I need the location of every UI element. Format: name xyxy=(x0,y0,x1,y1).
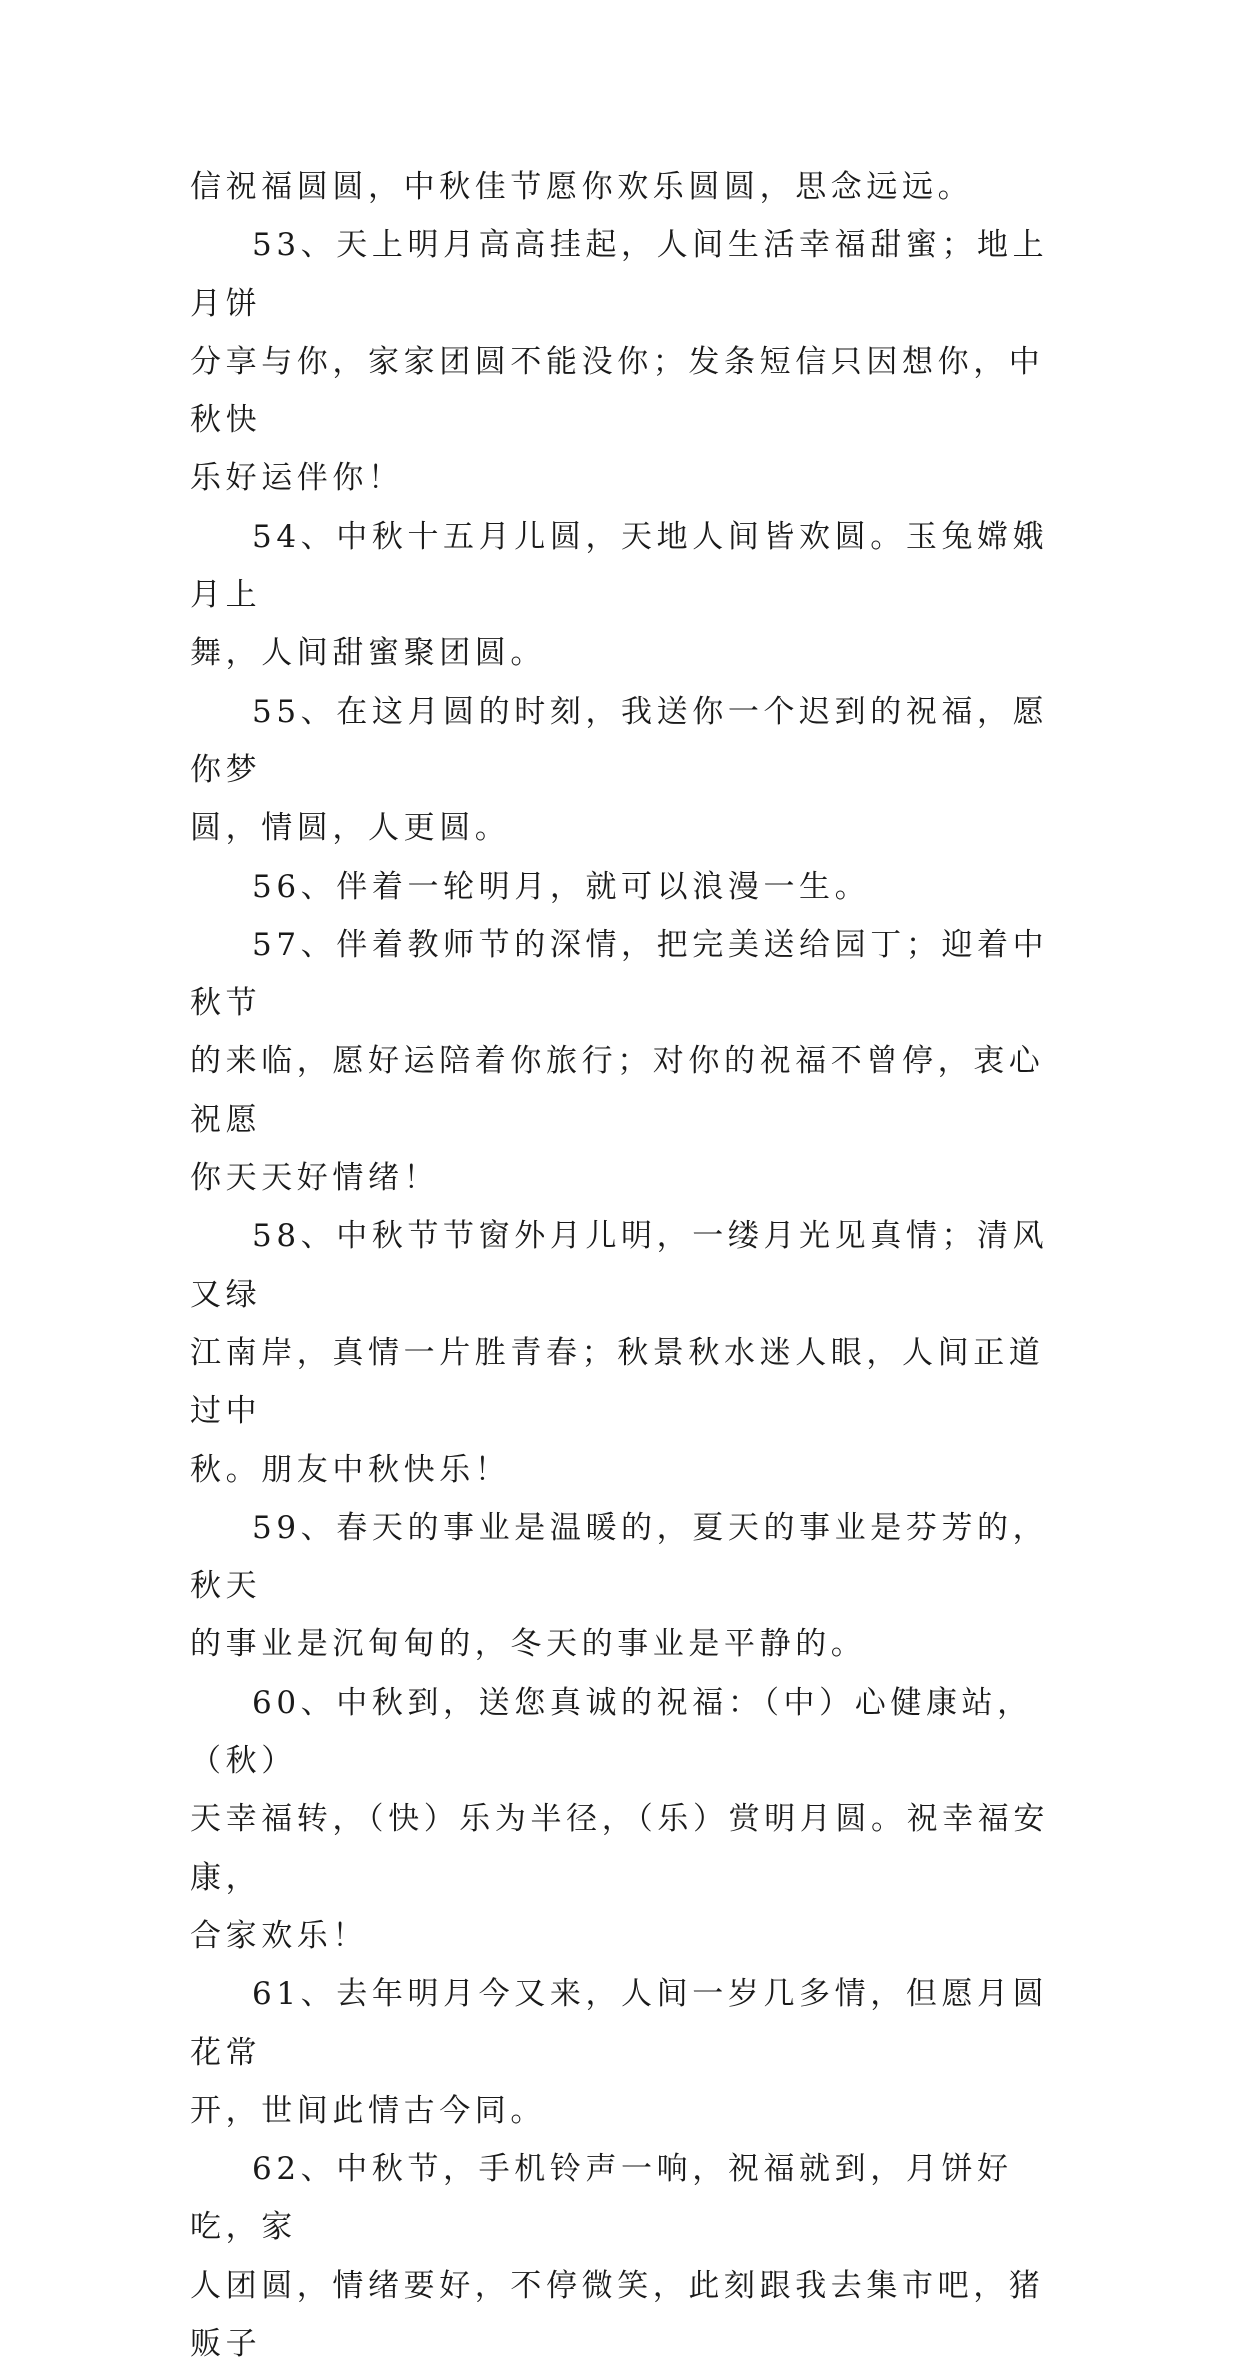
paragraph xyxy=(190,1499,1060,1674)
text-line: 开，世间此情古今同。 xyxy=(190,2092,546,2129)
text-line: 你天天好情绪！ xyxy=(190,1160,440,1197)
text-line: 分享与你，家家团圆不能没你；发条短信只因想你，中秋快 xyxy=(190,343,1045,439)
text-line: 江南岸，真情一片胜青春；秋景秋水迷人眼，人间正道过中 xyxy=(190,1334,1045,1430)
text-line: 天幸福转，（快）乐为半径，（乐）赏明月圆。祝幸福安康， xyxy=(190,1801,1049,1896)
document-body xyxy=(190,158,1060,2373)
text-line: 60、中秋到，送您真诚的祝福：（中）心健康站，（秋） xyxy=(190,1684,1033,1780)
text-line: 合家欢乐！ xyxy=(190,1917,368,1954)
paragraph xyxy=(190,1207,1060,1498)
text-line: 56、伴着一轮明月，就可以浪漫一生。 xyxy=(252,868,871,905)
text-line: 57、伴着教师节的深情，把完美送给园丁；迎着中秋节 xyxy=(190,926,1049,1022)
paragraph xyxy=(190,858,1060,916)
text-line: 的来临，愿好运陪着你旅行；对你的祝福不曾停，衷心祝愿 xyxy=(190,1043,1045,1138)
text-line: 58、中秋节节窗外月儿明，一缕月光见真情；清风又绿 xyxy=(190,1218,1049,1313)
text-line: 秋。朋友中秋快乐！ xyxy=(190,1451,511,1488)
text-line: 乐好运伴你！ xyxy=(190,460,404,497)
paragraph xyxy=(190,508,1060,683)
text-line: 的事业是沉甸甸的，冬天的事业是平静的。 xyxy=(190,1626,867,1663)
text-line: 圆，情圆，人更圆。 xyxy=(190,810,511,847)
text-line: 54、中秋十五月儿圆，天地人间皆欢圆。玉兔嫦娥月上 xyxy=(190,518,1049,614)
paragraph xyxy=(190,216,1060,507)
paragraph xyxy=(190,916,1060,1207)
text-line: 人团圆，情绪要好，不停微笑，此刻跟我去集市吧，猪贩子 xyxy=(190,2267,1045,2362)
text-line: 信祝福圆圆，中秋佳节愿你欢乐圆圆，思念远远。 xyxy=(190,169,974,205)
text-line: 舞，人间甜蜜聚团圆。 xyxy=(190,635,546,672)
paragraph xyxy=(190,158,1060,216)
text-line: 61、去年明月今又来，人间一岁几多情，但愿月圆花常 xyxy=(190,1976,1049,2071)
text-line: 55、在这月圆的时刻，我送你一个迟到的祝福，愿你梦 xyxy=(190,693,1049,788)
paragraph xyxy=(190,683,1060,858)
text-line: 59、春天的事业是温暖的，夏天的事业是芬芳的，秋天 xyxy=(190,1509,1049,1605)
text-line: 53、天上明月高高挂起，人间生活幸福甜蜜；地上月饼 xyxy=(190,227,1049,322)
text-line: 62、中秋节，手机铃声一响，祝福就到，月饼好吃，家 xyxy=(190,2151,1013,2246)
paragraph xyxy=(190,1965,1060,2140)
paragraph xyxy=(190,1674,1060,1965)
paragraph xyxy=(190,2140,1060,2373)
